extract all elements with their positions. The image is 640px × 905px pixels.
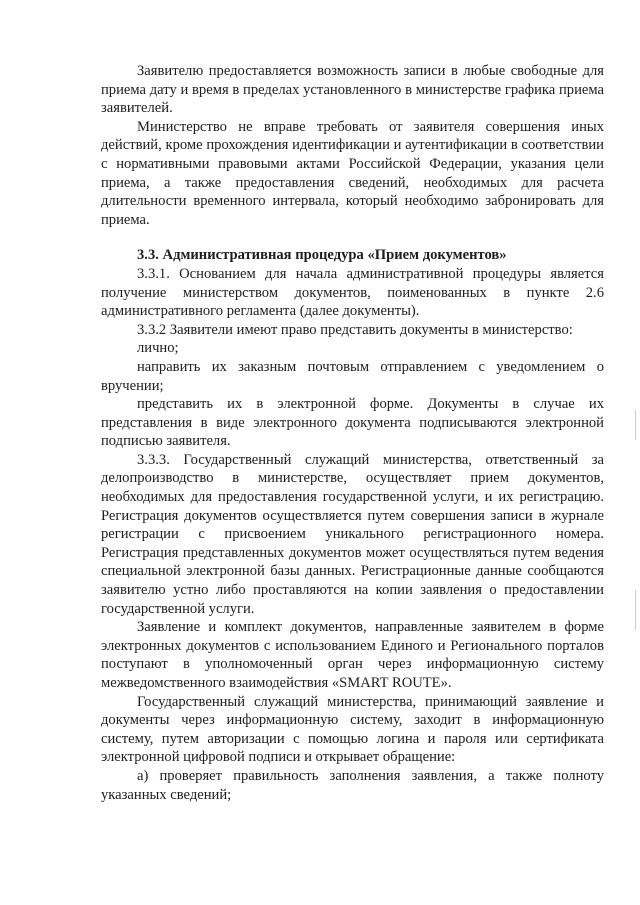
scan-edge-mark (635, 590, 636, 630)
document-page (101, 62, 604, 804)
paragraph-system-access: Государственный служащий министерства, принимающий заявление и документы через информационную систему, заходит в информационную систему, путем авторизации с помощью логина и пароля или сертификата электронной цифровой подписи и открывает обращение: (101, 693, 604, 766)
paragraph-electronic-submission: Заявление и комплект документов, направленные заявителем в форме электронных документов с использованием Единого и Регионального порталов поступают в уполномоченный орган через информационную систему межведомственного взаимодействия «SMART ROUTE». (101, 619, 604, 691)
paragraph-ministry-restrictions: Министерство не вправе требовать от заявителя совершения иных действий, кроме прохождения идентификации и аутентификации в соответствии с нормативными правовыми актами Российской Федерации, указания цели приема, а также предоставления сведений, необходимых для расчета длительности временного интервала, который необходимо забронировать для приема. (101, 118, 604, 228)
list-item-in-person: лично; (137, 340, 179, 357)
paragraph-3-3-1: 3.3.1. Основанием для начала административной процедуры является получение министерством документов, поименованных в пункте 2.6 административного регламента (далее документы). (101, 265, 604, 320)
paragraph-booking-availability: Заявителю предоставляется возможность записи в любые свободные для приема дату и время в пределах установленного в министерстве графика приема заявителей. (101, 63, 604, 117)
list-item-check-application: а) проверяет правильность заполнения заявления, а также полноту указанных сведений; (101, 767, 604, 803)
paragraph-3-3-2: 3.3.2 Заявители имеют право представить документы в министерство: (137, 321, 573, 338)
scan-edge-mark (635, 410, 636, 440)
list-item-electronic: представить их в электронной форме. Документы в случае их представления в виде электронного документа подписываются электронной подписью заявителя. (101, 396, 604, 450)
paragraph-3-3-3: 3.3.3. Государственный служащий министерства, ответственный за делопроизводство в министерстве, осуществляет прием документов, необходимых для предоставления государственной услуги, и их регистрацию. Регистрация документов осуществляется путем совершения записи в журнале регистрации с присвоением уникального регистрационного номера. Регистрация представленных документов может осуществляться путем ведения специальной электронной базы данных. Регистрационные данные сообщаются заявителю устно либо проставляются на копии заявления о предоставлении государственной услуги. (101, 451, 604, 617)
section-heading: 3.3. Административная процедура «Прием документов» (137, 247, 507, 264)
list-item-by-mail: направить их заказным почтовым отправлением с уведомлением о вручении; (101, 358, 604, 394)
